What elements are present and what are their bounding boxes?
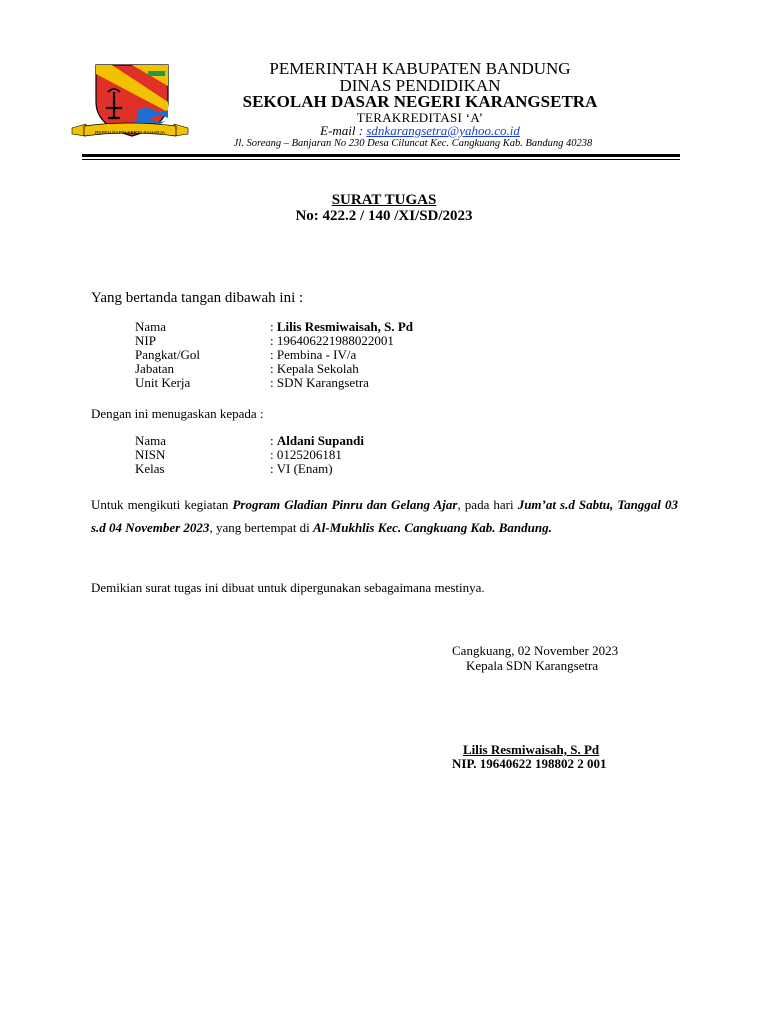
signer-nip: NIP. 19640622 198802 2 001 xyxy=(452,756,607,771)
signer-position: Kepala SDN Karangsetra xyxy=(466,658,599,673)
letterhead-school-name: SEKOLAH DASAR NEGERI KARANGSETRA xyxy=(242,92,598,111)
letterhead-rule-thick xyxy=(82,154,680,157)
field-value: : VI (Enam) xyxy=(270,461,333,476)
field-label: Nama xyxy=(135,433,167,448)
signer-name: Lilis Resmiwaisah, S. Pd xyxy=(463,742,600,757)
field-value: : Kepala Sekolah xyxy=(270,361,359,376)
field-label: NISN xyxy=(135,447,166,462)
field-label: Pangkat/Gol xyxy=(135,347,200,362)
document-number: No: 422.2 / 140 /XI/SD/2023 xyxy=(295,208,473,224)
field-value: : 196406221988022001 xyxy=(270,333,394,348)
email-link[interactable]: sdnkarangsetra@yahoo.co.id xyxy=(366,123,520,138)
place-date: Cangkuang, 02 November 2023 xyxy=(452,643,619,658)
field-label: Jabatan xyxy=(135,361,174,376)
assignment-paragraph: Untuk mengikuti kegiatan Program Gladian Pinru dan Gelang Ajar, pada hari Jum’at s.d Sabtu, Tanggal 03 s.d 04 November 2023, yang bertempat di Al-Mukhlis Kec. Cangkuang Kab. Bandung. xyxy=(91,497,678,535)
letterhead-accreditation: TERAKREDITASI ‘A’ xyxy=(356,110,484,125)
field-value: : Pembina - IV/a xyxy=(270,347,357,362)
letterhead-email-line xyxy=(160,124,680,137)
field-value: : Aldani Supandi xyxy=(270,433,364,448)
field-label: Nama xyxy=(135,319,167,334)
email-label: E-mail : xyxy=(320,123,367,138)
svg-text:REPEH RAPIH KERTA RAHARJA: REPEH RAPIH KERTA RAHARJA xyxy=(95,130,165,135)
letterhead-rule-thin xyxy=(82,159,680,160)
document-title: SURAT TUGAS xyxy=(331,192,437,208)
assignment-intro: Dengan ini menugaskan kepada : xyxy=(91,406,264,421)
field-label: Unit Kerja xyxy=(135,375,191,390)
field-label: NIP xyxy=(135,333,156,348)
letterhead-government: PEMERINTAH KABUPATEN BANDUNG xyxy=(269,59,571,78)
field-value: : Lilis Resmiwaisah, S. Pd xyxy=(270,319,414,334)
field-value: : SDN Karangsetra xyxy=(270,375,369,390)
letterhead-department: DINAS PENDIDIKAN xyxy=(339,76,501,95)
closing-text: Demikian surat tugas ini dibuat untuk dipergunakan sebagaimana mestinya. xyxy=(91,580,485,595)
intro-text: Yang bertanda tangan dibawah ini : xyxy=(91,290,304,306)
letterhead-address: Jl. Soreang – Banjaran No 230 Desa Ciluncat Kec. Cangkuang Kab. Bandung 40238 xyxy=(233,138,593,149)
field-value: : 0125206181 xyxy=(270,447,342,462)
field-label: Kelas xyxy=(135,461,165,476)
